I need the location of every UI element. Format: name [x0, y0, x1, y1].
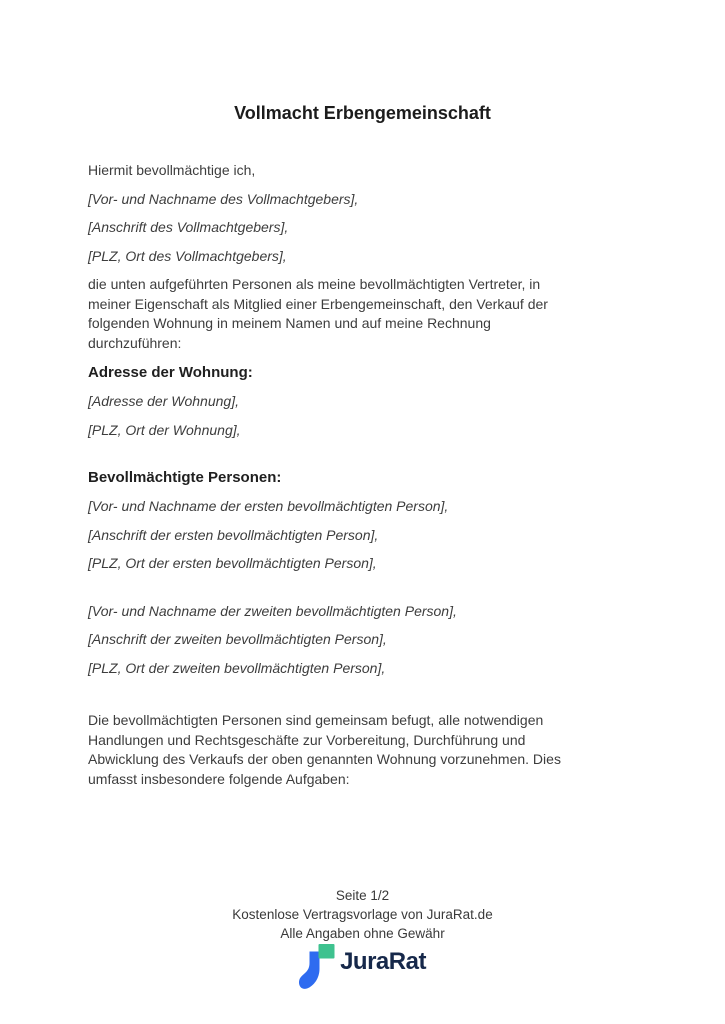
person2-city-placeholder: [PLZ, Ort der zweiten bevollmächtigten Person],: [88, 659, 386, 676]
apartment-city-placeholder: [PLZ, Ort der Wohnung],: [88, 421, 241, 438]
logo-green-square: [319, 944, 335, 959]
person1-city-placeholder: [PLZ, Ort der ersten bevollmächtigten Person],: [88, 555, 377, 571]
jurarat-brand-name: JuraRat: [340, 948, 426, 975]
disclaimer: Alle Angaben ohne Gewähr: [280, 926, 445, 941]
principal-city-placeholder: [PLZ, Ort des Vollmachtgebers],: [88, 247, 287, 264]
powers-paragraph: [88, 711, 637, 789]
person1-name-placeholder: [Vor- und Nachname der ersten bevollmächtigten Person],: [88, 498, 449, 514]
intro-line: Hiermit bevollmächtige ich,: [88, 162, 256, 178]
paragraph-line: folgenden Wohnung in meinem Namen und auf meine Rechnung: [88, 315, 491, 331]
spacer: [88, 583, 637, 602]
paragraph-line: Abwicklung des Verkaufs der oben genannten Wohnung vorzunehmen. Dies: [88, 751, 561, 767]
principal-name-placeholder: [Vor- und Nachname des Vollmachtgebers],: [88, 190, 359, 207]
paragraph-line: meiner Eigenschaft als Mitglied einer Erbengemeinschaft, den Verkauf der: [88, 295, 548, 312]
section-heading-address: Adresse der Wohnung:: [88, 364, 253, 381]
section-heading-persons: Bevollmächtigte Personen:: [88, 469, 282, 486]
document-title: Vollmacht Erbengemeinschaft: [234, 103, 491, 123]
paragraph-line: Handlungen und Rechtsgeschäfte zur Vorbereitung, Durchführung und: [88, 731, 526, 748]
person2-name-placeholder: [Vor- und Nachname der zweiten bevollmächtigten Person],: [88, 602, 457, 619]
jurarat-logo: [0, 944, 725, 990]
paragraph-line: die unten aufgeführten Personen als meine bevollmächtigten Vertreter, in: [88, 276, 541, 292]
person1-address-placeholder: [Anschrift der ersten bevollmächtigten Person],: [88, 526, 379, 543]
logo-swoosh-shape: [299, 952, 320, 989]
apartment-address-placeholder: [Adresse der Wohnung],: [88, 393, 239, 409]
paragraph-line: umfasst insbesondere folgende Aufgaben:: [88, 770, 350, 787]
spacer: [88, 449, 637, 467]
principal-address-placeholder: [Anschrift des Vollmachtgebers],: [88, 219, 289, 235]
spacer: [88, 687, 637, 711]
jurarat-logo-icon: [299, 944, 335, 990]
paragraph-line: durchzuführen:: [88, 334, 182, 351]
person2-address-placeholder: [Anschrift der zweiten bevollmächtigten Person],: [88, 631, 387, 647]
page-indicator: Seite 1/2: [335, 888, 390, 903]
authorization-paragraph: [88, 275, 637, 353]
page-footer: [0, 886, 725, 990]
paragraph-line: Die bevollmächtigten Personen sind gemeinsam befugt, alle notwendigen: [88, 712, 544, 728]
source-note: Kostenlose Vertragsvorlage von JuraRat.de: [232, 907, 493, 922]
